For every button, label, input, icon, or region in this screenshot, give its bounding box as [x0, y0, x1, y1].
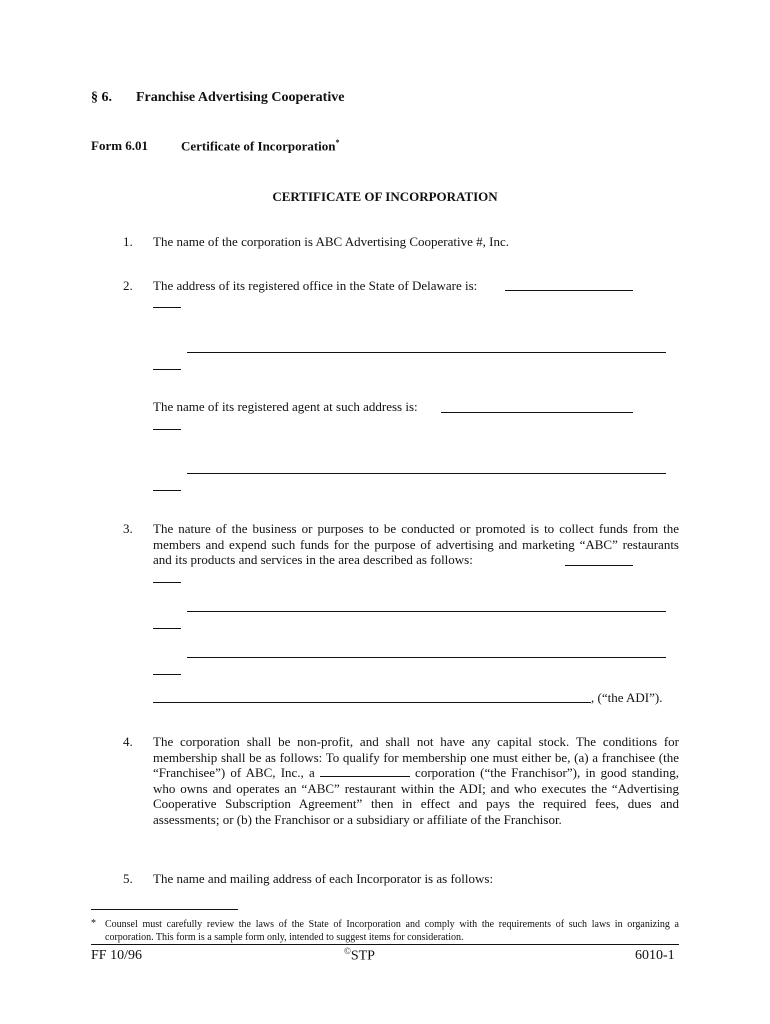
blank-line[interactable]	[565, 565, 633, 566]
blank-line[interactable]	[187, 657, 666, 658]
blank-line[interactable]	[153, 490, 181, 491]
item-number: 2.	[123, 278, 133, 293]
footer-center: ©STP	[344, 946, 375, 964]
blank-line[interactable]	[153, 702, 591, 703]
section-title: Franchise Advertising Cooperative	[136, 90, 345, 105]
copyright-symbol: ©	[344, 946, 351, 956]
blank-line[interactable]	[187, 473, 666, 474]
footer-left: FF 10/96	[91, 948, 142, 963]
item-number: 3.	[123, 521, 133, 536]
footnote-separator	[91, 909, 238, 910]
footer-rule	[91, 944, 679, 945]
blank-line[interactable]	[153, 429, 181, 430]
item-text: The name and mailing address of each Incorporator is as follows:	[153, 871, 494, 886]
blank-line[interactable]	[187, 352, 666, 353]
item-number: 1.	[123, 234, 133, 249]
blank-line[interactable]	[153, 582, 181, 583]
blank-line[interactable]	[153, 307, 181, 308]
footnote-marker: *	[91, 918, 96, 929]
document-title: CERTIFICATE OF INCORPORATION	[272, 189, 498, 204]
agent-text: The name of its registered agent at such address is:	[153, 399, 418, 414]
adi-closing: , (“the ADI”).	[591, 690, 663, 705]
blank-line[interactable]	[320, 765, 410, 777]
item-text: The name of the corporation is ABC Advertising Cooperative #, Inc.	[153, 234, 509, 249]
footer-right: 6010-1	[635, 948, 675, 963]
item-text: The nature of the business or purposes to be conducted or promoted is to collect funds from the members and expend such funds for the purpose of advertising and marketing “ABC” restaurants and its products and services in the area described as follows:	[153, 521, 679, 568]
footnote-marker: *	[335, 138, 340, 147]
form-number: Form 6.01	[91, 138, 149, 153]
blank-line[interactable]	[441, 412, 633, 413]
blank-line[interactable]	[153, 369, 181, 370]
item-number: 5.	[123, 871, 133, 886]
footnote-text: Counsel must carefully review the laws of the State of Incorporation and comply with the requirements of such laws in organizing a corporation. This form is a sample form only, intended to suggest items for consideration.	[105, 919, 679, 943]
item-number: 4.	[123, 734, 133, 749]
section-number: § 6.	[91, 90, 112, 105]
blank-line[interactable]	[187, 611, 666, 612]
item-text: The address of its registered office in the State of Delaware is:	[153, 278, 478, 293]
item-text: The corporation shall be non-profit, and shall not have any capital stock. The conditions for membership shall be as follows: To qualify for membership one must either be, (a) a franchisee (the “Franchisee”) of ABC, Inc., a corporation (“the Franchisor”), in good standing, who owns and operates an “ABC” restaurant within the ADI; and who executes the “Advertising Cooperative Subscription Agreement” then in effect and pays the required fees, dues and assessments; or (b) the Franchisor or a subsidiary or affiliate of the Franchisor.	[153, 734, 680, 827]
blank-line[interactable]	[505, 290, 633, 291]
blank-line[interactable]	[153, 674, 181, 675]
form-title: Certificate of Incorporation*	[181, 138, 340, 154]
blank-line[interactable]	[153, 628, 181, 629]
